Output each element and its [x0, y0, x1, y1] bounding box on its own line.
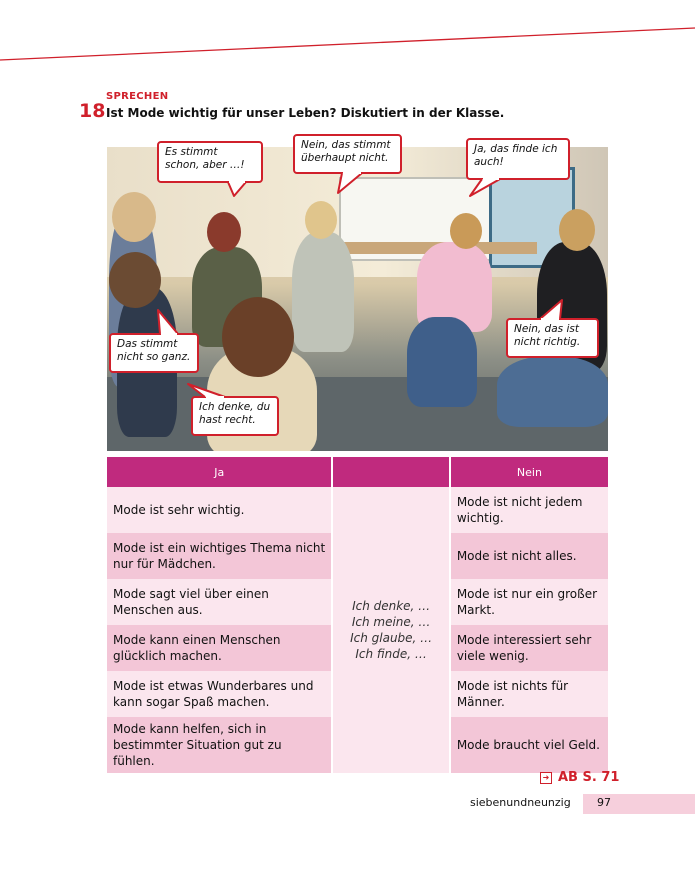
table-header-nein: Nein [449, 457, 608, 487]
table-header-middle [333, 457, 448, 487]
nein-cell: Mode ist nicht jedem wichtig. [449, 487, 608, 533]
task-title: Ist Mode wichtig für unser Leben? Diskutiert in der Klasse. [106, 106, 505, 120]
speech-bubble-text: Das stimmt nicht so ganz. [117, 338, 191, 363]
speech-bubble-text: Ja, das finde ich auch! [474, 143, 558, 168]
nein-cell: Mode ist nur ein großer Markt. [449, 579, 608, 625]
phrase: Ich meine, … [351, 615, 431, 629]
nein-cell: Mode braucht viel Geld. [449, 717, 608, 773]
workbook-reference-link[interactable] [540, 770, 619, 785]
nein-cell: Mode interessiert sehr viele wenig. [449, 625, 608, 671]
speech-bubble-1 [157, 141, 263, 183]
arrow-icon: ➜ [540, 772, 552, 784]
phrase: Ich finde, … [355, 647, 427, 661]
workbook-reference-text: AB S. 71 [558, 770, 620, 785]
table-row [107, 487, 608, 533]
speech-bubble-text: Nein, das ist nicht richtig. [514, 323, 581, 348]
section-label: SPRECHEN [106, 91, 169, 102]
opinion-table [107, 457, 608, 773]
ja-cell: Mode sagt viel über einen Menschen aus. [107, 579, 333, 625]
speech-bubble-text: Nein, das stimmt überhaupt nicht. [301, 139, 391, 164]
phrase-cell [333, 487, 448, 773]
speech-bubble-text: Ich denke, du hast recht. [199, 401, 271, 426]
ja-cell: Mode kann helfen, sich in bestimmter Situation gut zu fühlen. [107, 717, 333, 773]
table-header-ja: Ja [107, 457, 333, 487]
phrase: Ich denke, … [352, 599, 431, 613]
decorative-top-line [0, 0, 695, 70]
classroom-photo [107, 147, 608, 451]
ja-cell: Mode ist etwas Wunderbares und kann sogar Spaß machen. [107, 671, 333, 717]
task-number: 18 [79, 100, 106, 122]
speech-bubble-4 [506, 318, 599, 358]
speech-bubble-2 [293, 134, 402, 174]
speech-bubble-text: Es stimmt schon, aber …! [165, 146, 245, 171]
page-number-word: siebenundneunzig [470, 796, 571, 809]
speech-bubble-3 [466, 138, 570, 180]
speech-bubble-6 [191, 396, 279, 436]
nein-cell: Mode ist nicht alles. [449, 533, 608, 579]
nein-cell: Mode ist nichts für Männer. [449, 671, 608, 717]
phrase: Ich glaube, … [350, 631, 433, 645]
ja-cell: Mode kann einen Menschen glücklich machen. [107, 625, 333, 671]
ja-cell: Mode ist sehr wichtig. [107, 487, 333, 533]
ja-cell: Mode ist ein wichtiges Thema nicht nur für Mädchen. [107, 533, 333, 579]
page-number: 97 [597, 796, 611, 809]
speech-bubble-5 [109, 333, 199, 373]
